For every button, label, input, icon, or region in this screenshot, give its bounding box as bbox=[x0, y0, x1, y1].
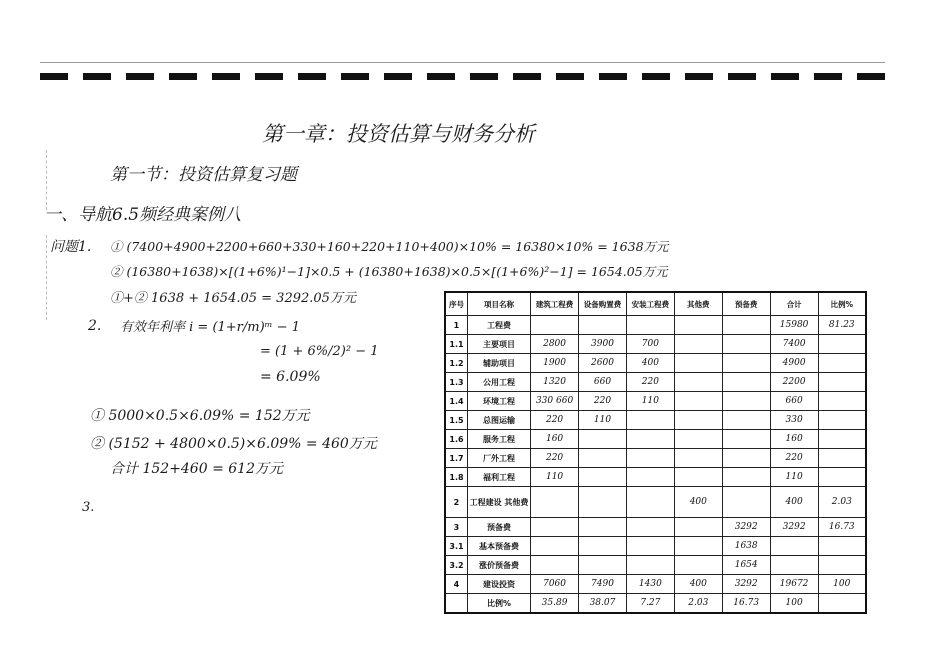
table-cell: 7060 bbox=[531, 575, 579, 594]
table-cell: 220 bbox=[531, 411, 579, 430]
table-cell: 220 bbox=[579, 392, 627, 411]
table-cell bbox=[818, 354, 866, 373]
table-cell: 2200 bbox=[770, 373, 818, 392]
row-number: 3.2 bbox=[445, 556, 467, 575]
table-cell: 110 bbox=[626, 392, 674, 411]
table-cell: 100 bbox=[818, 575, 866, 594]
row-number: 1 bbox=[445, 316, 467, 335]
row-number: 1.4 bbox=[445, 392, 467, 411]
table-cell bbox=[722, 449, 770, 468]
table-cell bbox=[579, 487, 627, 518]
top-rule bbox=[40, 62, 885, 63]
table-row bbox=[445, 468, 866, 487]
investment-table bbox=[444, 291, 867, 614]
table-cell bbox=[626, 556, 674, 575]
col-header: 预备费 bbox=[722, 292, 770, 316]
row-number: 1.1 bbox=[445, 335, 467, 354]
table-cell: 4900 bbox=[770, 354, 818, 373]
table-cell: 1430 bbox=[626, 575, 674, 594]
table-cell bbox=[818, 449, 866, 468]
table-cell: 2.03 bbox=[818, 487, 866, 518]
table-row bbox=[445, 411, 866, 430]
chapter-title: 第一章：投资估算与财务分析 bbox=[262, 122, 535, 146]
table-cell: 7.27 bbox=[626, 594, 674, 614]
table-cell bbox=[818, 411, 866, 430]
table-cell bbox=[818, 537, 866, 556]
table-cell bbox=[579, 556, 627, 575]
table-cell: 1654 bbox=[722, 556, 770, 575]
table-row bbox=[445, 316, 866, 335]
table-cell: 160 bbox=[770, 430, 818, 449]
table-cell: 7490 bbox=[579, 575, 627, 594]
table-cell bbox=[579, 430, 627, 449]
table-cell bbox=[579, 449, 627, 468]
table-cell: 660 bbox=[770, 392, 818, 411]
table-cell bbox=[674, 468, 722, 487]
q2-line5: ② (5152 + 4800×0.5)×6.09% = 460万元 bbox=[90, 436, 377, 452]
table-body bbox=[445, 316, 866, 614]
row-number: 1.6 bbox=[445, 430, 467, 449]
table-cell: 330 660 bbox=[531, 392, 579, 411]
table-cell bbox=[579, 518, 627, 537]
table-cell bbox=[579, 537, 627, 556]
table-cell: 3292 bbox=[722, 518, 770, 537]
table-cell bbox=[818, 594, 866, 614]
table-cell: 220 bbox=[626, 373, 674, 392]
table-cell bbox=[818, 468, 866, 487]
table-cell bbox=[674, 392, 722, 411]
table-cell bbox=[818, 335, 866, 354]
table-cell bbox=[722, 392, 770, 411]
table-cell: 19672 bbox=[770, 575, 818, 594]
q2-line6: 合计 152+460 = 612万元 bbox=[110, 461, 283, 477]
table-cell bbox=[674, 316, 722, 335]
row-name: 工程费 bbox=[467, 316, 530, 335]
row-number: 1.5 bbox=[445, 411, 467, 430]
row-name: 预备费 bbox=[467, 518, 530, 537]
table-row bbox=[445, 487, 866, 518]
table-cell bbox=[674, 335, 722, 354]
table-row bbox=[445, 449, 866, 468]
table-row bbox=[445, 373, 866, 392]
table-cell: 700 bbox=[626, 335, 674, 354]
table-cell bbox=[579, 316, 627, 335]
row-name: 总图运输 bbox=[467, 411, 530, 430]
table-cell: 2600 bbox=[579, 354, 627, 373]
q2-line2: = (1 + 6%/2)² − 1 bbox=[260, 344, 379, 359]
row-number: 1.3 bbox=[445, 373, 467, 392]
section-title: 第一节：投资估算复习题 bbox=[110, 165, 297, 185]
row-number bbox=[445, 594, 467, 614]
q1-line2: ② (16380+1638)×[(1+6%)¹−1]×0.5 + (16380+1638)×0.5×[(1+6%)²−1] = 1654.05万元 bbox=[110, 264, 668, 279]
table-cell: 15980 bbox=[770, 316, 818, 335]
col-header: 其他费 bbox=[674, 292, 722, 316]
row-name: 辅助项目 bbox=[467, 354, 530, 373]
table-cell: 400 bbox=[770, 487, 818, 518]
col-header: 安装工程费 bbox=[626, 292, 674, 316]
table-cell bbox=[722, 373, 770, 392]
table-cell: 220 bbox=[770, 449, 818, 468]
table-cell bbox=[722, 468, 770, 487]
table-cell bbox=[722, 430, 770, 449]
table-cell: 330 bbox=[770, 411, 818, 430]
row-number: 1.8 bbox=[445, 468, 467, 487]
row-name: 建设投资 bbox=[467, 575, 530, 594]
table-row bbox=[445, 430, 866, 449]
table-cell bbox=[531, 487, 579, 518]
table-cell bbox=[626, 316, 674, 335]
table-cell: 3900 bbox=[579, 335, 627, 354]
table-row bbox=[445, 594, 866, 614]
q2-line4: ① 5000×0.5×6.09% = 152万元 bbox=[90, 408, 310, 424]
table-cell bbox=[626, 537, 674, 556]
row-name: 环境工程 bbox=[467, 392, 530, 411]
table-cell bbox=[626, 449, 674, 468]
table-row bbox=[445, 392, 866, 411]
table-cell bbox=[770, 556, 818, 575]
table-cell bbox=[531, 316, 579, 335]
table-cell: 16.73 bbox=[722, 594, 770, 614]
table-cell: 110 bbox=[579, 411, 627, 430]
table-cell: 1638 bbox=[722, 537, 770, 556]
table-cell: 220 bbox=[531, 449, 579, 468]
table-cell bbox=[674, 537, 722, 556]
row-name: 工程建设 其他费 bbox=[467, 487, 530, 518]
col-header: 设备购置费 bbox=[579, 292, 627, 316]
col-header: 建筑工程费 bbox=[531, 292, 579, 316]
table-cell: 3292 bbox=[770, 518, 818, 537]
table-cell: 660 bbox=[579, 373, 627, 392]
table-cell bbox=[674, 449, 722, 468]
table-cell bbox=[579, 468, 627, 487]
table-row bbox=[445, 518, 866, 537]
table-cell bbox=[674, 411, 722, 430]
table-row bbox=[445, 354, 866, 373]
row-number: 1.2 bbox=[445, 354, 467, 373]
table-cell bbox=[674, 354, 722, 373]
table-cell: 1900 bbox=[531, 354, 579, 373]
table-cell: 400 bbox=[674, 487, 722, 518]
table-cell bbox=[531, 518, 579, 537]
dashed-separator bbox=[40, 73, 885, 81]
col-header: 比例% bbox=[818, 292, 866, 316]
table-cell bbox=[531, 537, 579, 556]
row-name: 涨价预备费 bbox=[467, 556, 530, 575]
row-name: 厂外工程 bbox=[467, 449, 530, 468]
table-cell: 400 bbox=[626, 354, 674, 373]
q2-line1: 有效年利率 i = (1+r/m)ᵐ − 1 bbox=[120, 320, 301, 335]
row-name: 公用工程 bbox=[467, 373, 530, 392]
margin-mark bbox=[46, 235, 47, 320]
table-cell bbox=[818, 430, 866, 449]
q3-label: 3. bbox=[82, 500, 95, 515]
table-cell bbox=[674, 430, 722, 449]
row-number: 3 bbox=[445, 518, 467, 537]
table-cell: 160 bbox=[531, 430, 579, 449]
table-cell: 16.73 bbox=[818, 518, 866, 537]
row-number: 2 bbox=[445, 487, 467, 518]
table-cell bbox=[626, 468, 674, 487]
table-cell: 110 bbox=[770, 468, 818, 487]
table-cell: 3292 bbox=[722, 575, 770, 594]
table-cell: 7400 bbox=[770, 335, 818, 354]
table-cell: 400 bbox=[674, 575, 722, 594]
row-name: 比例% bbox=[467, 594, 530, 614]
table-cell bbox=[770, 537, 818, 556]
table-cell bbox=[674, 556, 722, 575]
row-name: 基本预备费 bbox=[467, 537, 530, 556]
table-cell bbox=[818, 556, 866, 575]
table-cell: 2.03 bbox=[674, 594, 722, 614]
table-cell bbox=[722, 354, 770, 373]
table-header-row bbox=[445, 292, 866, 316]
table-cell: 110 bbox=[531, 468, 579, 487]
table-cell bbox=[722, 411, 770, 430]
table-cell bbox=[674, 373, 722, 392]
table-cell bbox=[818, 373, 866, 392]
table-cell bbox=[722, 487, 770, 518]
table-cell bbox=[674, 518, 722, 537]
row-name: 福利工程 bbox=[467, 468, 530, 487]
col-header: 序号 bbox=[445, 292, 467, 316]
table-cell: 35.89 bbox=[531, 594, 579, 614]
table-cell bbox=[531, 556, 579, 575]
table-row bbox=[445, 537, 866, 556]
q1-line1: ① (7400+4900+2200+660+330+160+220+110+400)×10% = 16380×10% = 1638万元 bbox=[110, 239, 669, 254]
row-number: 1.7 bbox=[445, 449, 467, 468]
table-row bbox=[445, 575, 866, 594]
table-cell: 1320 bbox=[531, 373, 579, 392]
table-cell bbox=[818, 392, 866, 411]
row-number: 4 bbox=[445, 575, 467, 594]
table-cell bbox=[722, 316, 770, 335]
table-cell: 38.07 bbox=[579, 594, 627, 614]
col-header: 项目名称 bbox=[467, 292, 530, 316]
table-cell bbox=[626, 487, 674, 518]
table-cell bbox=[626, 430, 674, 449]
table-cell bbox=[722, 335, 770, 354]
subsection-title: 一、导航6.5频经典案例八 bbox=[44, 205, 242, 225]
row-name: 主要项目 bbox=[467, 335, 530, 354]
table-cell: 81.23 bbox=[818, 316, 866, 335]
col-header: 合计 bbox=[770, 292, 818, 316]
table-cell: 2800 bbox=[531, 335, 579, 354]
q1-line3: ①+② 1638 + 1654.05 = 3292.05万元 bbox=[110, 291, 356, 306]
row-number: 3.1 bbox=[445, 537, 467, 556]
table-cell bbox=[626, 411, 674, 430]
table-row bbox=[445, 556, 866, 575]
table-cell: 100 bbox=[770, 594, 818, 614]
row-name: 服务工程 bbox=[467, 430, 530, 449]
q2-label: 2. bbox=[88, 318, 102, 334]
table-row bbox=[445, 335, 866, 354]
q1-label: 问题1. bbox=[50, 239, 92, 255]
q2-line3: = 6.09% bbox=[260, 369, 321, 385]
table-cell bbox=[626, 518, 674, 537]
